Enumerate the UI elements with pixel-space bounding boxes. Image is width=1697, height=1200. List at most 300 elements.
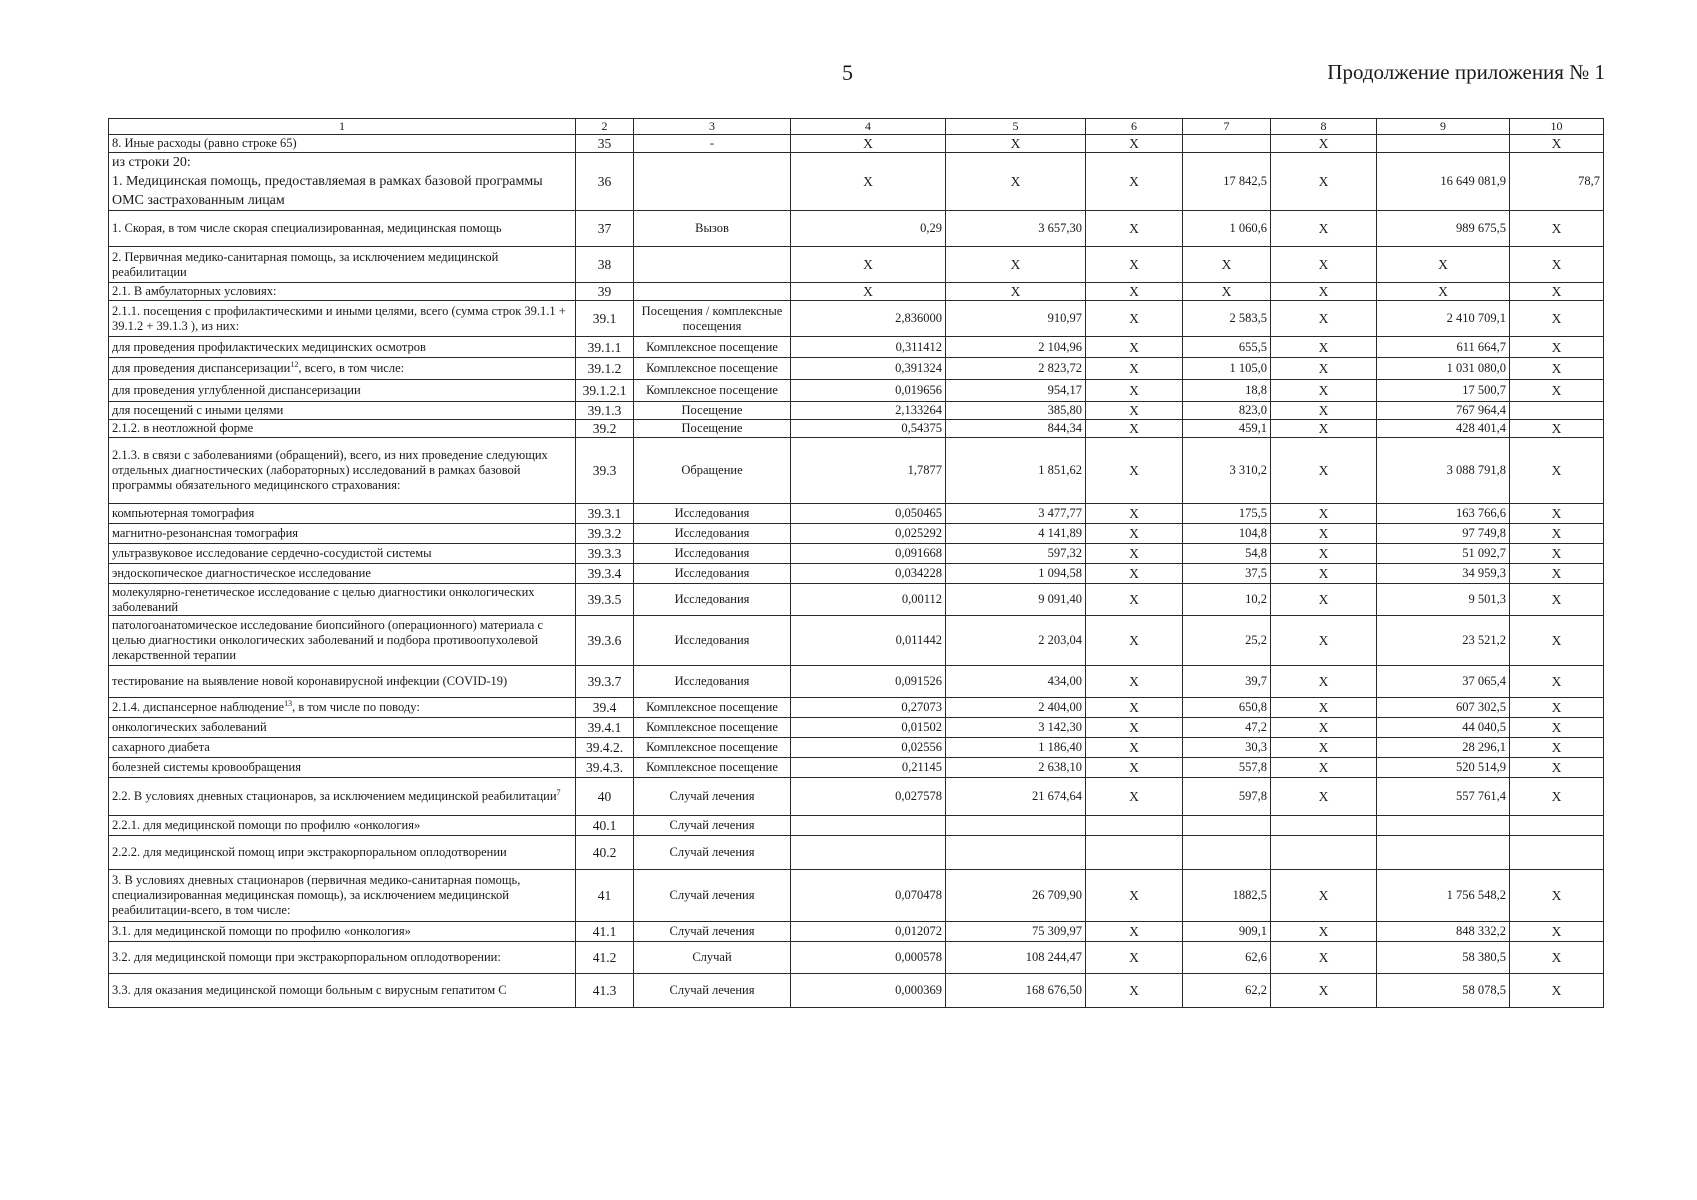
row-label: болезней системы кровообращения — [109, 758, 576, 778]
column-header: 4 — [791, 119, 946, 135]
value-col8: X — [1271, 524, 1377, 544]
row-code: 38 — [576, 247, 634, 283]
value-col10: X — [1510, 666, 1604, 698]
unit: Посещение — [634, 420, 791, 438]
row-label: 3.3. для оказания медицинской помощи больным с вирусным гепатитом С — [109, 974, 576, 1008]
unit: Посещение — [634, 402, 791, 420]
value-col10: 78,7 — [1510, 153, 1604, 211]
unit: Случай лечения — [634, 816, 791, 836]
value-col9: 989 675,5 — [1377, 211, 1510, 247]
value-col7 — [1183, 836, 1271, 870]
table-row — [109, 922, 1604, 942]
value-col7: 39,7 — [1183, 666, 1271, 698]
value-col10: X — [1510, 758, 1604, 778]
row-label: для проведения углубленной диспансеризации — [109, 380, 576, 402]
value-col5: 21 674,64 — [946, 778, 1086, 816]
value-col4: 0,025292 — [791, 524, 946, 544]
value-col7: 104,8 — [1183, 524, 1271, 544]
value-col9: 848 332,2 — [1377, 922, 1510, 942]
table-row — [109, 438, 1604, 504]
value-col4: 0,019656 — [791, 380, 946, 402]
row-code: 39.1 — [576, 301, 634, 337]
value-col6: X — [1086, 616, 1183, 666]
value-col10: X — [1510, 301, 1604, 337]
value-col7: X — [1183, 247, 1271, 283]
table-row — [109, 778, 1604, 816]
value-col7: 62,2 — [1183, 974, 1271, 1008]
row-label: молекулярно-генетическое исследование с целью диагностики онкологических заболеваний — [109, 584, 576, 616]
value-col6 — [1086, 836, 1183, 870]
table-row — [109, 135, 1604, 153]
value-col10: X — [1510, 283, 1604, 301]
row-code: 39.1.2.1 — [576, 380, 634, 402]
table-row — [109, 524, 1604, 544]
row-label: 2.2.1. для медицинской помощи по профилю «онкология» — [109, 816, 576, 836]
value-col8: X — [1271, 544, 1377, 564]
value-col8: X — [1271, 870, 1377, 922]
value-col7: 3 310,2 — [1183, 438, 1271, 504]
row-label: патологоанатомическое исследование биопсийного (операционного) материала с целью диагностики онкологических заболеваний и подбора противоопухолевой лекарственной терапии — [109, 616, 576, 666]
row-label — [109, 778, 576, 816]
row-label: 3. В условиях дневных стационаров (первичная медико-санитарная помощь, специализированная медицинская помощь), за исключением медицинской реабилитации-всего, в том числе: — [109, 870, 576, 922]
row-label: 2.2.2. для медицинской помощ ипри экстракорпоральном оплодотворении — [109, 836, 576, 870]
unit: Комплексное посещение — [634, 718, 791, 738]
row-code: 39.4.2. — [576, 738, 634, 758]
row-label: ультразвуковое исследование сердечно-сосудистой системы — [109, 544, 576, 564]
table-row — [109, 283, 1604, 301]
row-label: компьютерная томография — [109, 504, 576, 524]
value-col10: X — [1510, 358, 1604, 380]
value-col10: X — [1510, 247, 1604, 283]
value-col6: X — [1086, 358, 1183, 380]
table-row — [109, 758, 1604, 778]
value-col6: X — [1086, 420, 1183, 438]
value-col5 — [946, 836, 1086, 870]
value-col5: 2 104,96 — [946, 337, 1086, 358]
value-col8: X — [1271, 616, 1377, 666]
value-col7: 17 842,5 — [1183, 153, 1271, 211]
value-col6: X — [1086, 738, 1183, 758]
row-label — [109, 358, 576, 380]
row-label: 3.2. для медицинской помощи при экстракорпоральном оплодотворении: — [109, 942, 576, 974]
row-code: 40 — [576, 778, 634, 816]
unit: Комплексное посещение — [634, 358, 791, 380]
value-col5: 1 851,62 — [946, 438, 1086, 504]
value-col9: 9 501,3 — [1377, 584, 1510, 616]
row-code: 39.3.2 — [576, 524, 634, 544]
value-col9: 428 401,4 — [1377, 420, 1510, 438]
value-col4: 0,391324 — [791, 358, 946, 380]
unit: Вызов — [634, 211, 791, 247]
row-label: из строки 20: 1. Медицинская помощь, предоставляемая в рамках базовой программы ОМС застрахованным лицам — [109, 153, 576, 211]
value-col9: 3 088 791,8 — [1377, 438, 1510, 504]
value-col5: 597,32 — [946, 544, 1086, 564]
value-col8: X — [1271, 778, 1377, 816]
value-col6: X — [1086, 698, 1183, 718]
unit: Обращение — [634, 438, 791, 504]
value-col4: 0,000578 — [791, 942, 946, 974]
footnote-ref: 13 — [284, 698, 293, 708]
unit: Исследования — [634, 504, 791, 524]
value-col6: X — [1086, 135, 1183, 153]
value-col7: X — [1183, 283, 1271, 301]
expenses-table — [108, 118, 1604, 1008]
value-col5: 2 404,00 — [946, 698, 1086, 718]
row-code: 39.1.1 — [576, 337, 634, 358]
value-col9: 23 521,2 — [1377, 616, 1510, 666]
value-col5: 910,97 — [946, 301, 1086, 337]
unit: Исследования — [634, 616, 791, 666]
value-col6: X — [1086, 247, 1183, 283]
row-code: 39.3.6 — [576, 616, 634, 666]
column-header: 10 — [1510, 119, 1604, 135]
value-col9: 611 664,7 — [1377, 337, 1510, 358]
value-col4: 0,027578 — [791, 778, 946, 816]
value-col8: X — [1271, 380, 1377, 402]
value-col10: X — [1510, 718, 1604, 738]
row-code: 41.3 — [576, 974, 634, 1008]
value-col10: X — [1510, 211, 1604, 247]
value-col10: X — [1510, 584, 1604, 616]
table-row — [109, 942, 1604, 974]
value-col8 — [1271, 816, 1377, 836]
row-label-tail: , в том числе по поводу: — [292, 700, 420, 714]
row-code: 37 — [576, 211, 634, 247]
value-col4: 0,012072 — [791, 922, 946, 942]
column-header: 9 — [1377, 119, 1510, 135]
row-code: 39.3.5 — [576, 584, 634, 616]
value-col10: X — [1510, 942, 1604, 974]
value-col9: 58 078,5 — [1377, 974, 1510, 1008]
row-label: 2.1. В амбулаторных условиях: — [109, 283, 576, 301]
value-col7: 1 060,6 — [1183, 211, 1271, 247]
value-col4: X — [791, 283, 946, 301]
value-col7: 62,6 — [1183, 942, 1271, 974]
value-col10 — [1510, 836, 1604, 870]
value-col8: X — [1271, 358, 1377, 380]
row-code: 39.3 — [576, 438, 634, 504]
value-col4: 0,070478 — [791, 870, 946, 922]
table-row — [109, 718, 1604, 738]
row-code: 39.3.1 — [576, 504, 634, 524]
value-col9 — [1377, 836, 1510, 870]
value-col9: 557 761,4 — [1377, 778, 1510, 816]
value-col6: X — [1086, 211, 1183, 247]
value-col9: 163 766,6 — [1377, 504, 1510, 524]
row-label: магнитно-резонансная томография — [109, 524, 576, 544]
page-number: 5 — [842, 60, 853, 85]
value-col9: 58 380,5 — [1377, 942, 1510, 974]
value-col6: X — [1086, 402, 1183, 420]
value-col6: X — [1086, 778, 1183, 816]
value-col4: 0,29 — [791, 211, 946, 247]
value-col7: 18,8 — [1183, 380, 1271, 402]
value-col6: X — [1086, 438, 1183, 504]
value-col5: X — [946, 153, 1086, 211]
table-row — [109, 584, 1604, 616]
row-code: 39.1.2 — [576, 358, 634, 380]
value-col5: 4 141,89 — [946, 524, 1086, 544]
row-code: 39.3.7 — [576, 666, 634, 698]
value-col6 — [1086, 816, 1183, 836]
value-col7: 459,1 — [1183, 420, 1271, 438]
value-col5: 2 823,72 — [946, 358, 1086, 380]
value-col10: X — [1510, 778, 1604, 816]
table-row — [109, 402, 1604, 420]
footnote-ref: 7 — [556, 787, 561, 797]
value-col5: 385,80 — [946, 402, 1086, 420]
row-label-text: для проведения диспансеризации — [112, 361, 291, 375]
value-col5: 1 094,58 — [946, 564, 1086, 584]
value-col6: X — [1086, 942, 1183, 974]
value-col4: 0,27073 — [791, 698, 946, 718]
column-header: 3 — [634, 119, 791, 135]
column-header: 7 — [1183, 119, 1271, 135]
unit: Исследования — [634, 564, 791, 584]
row-code: 40.1 — [576, 816, 634, 836]
value-col4: 0,050465 — [791, 504, 946, 524]
unit: Комплексное посещение — [634, 337, 791, 358]
value-col4: 0,21145 — [791, 758, 946, 778]
value-col9: 767 964,4 — [1377, 402, 1510, 420]
table-row — [109, 616, 1604, 666]
table-row — [109, 816, 1604, 836]
unit: Случай лечения — [634, 974, 791, 1008]
table-row — [109, 337, 1604, 358]
value-col7: 25,2 — [1183, 616, 1271, 666]
value-col5: 2 203,04 — [946, 616, 1086, 666]
value-col9: 607 302,5 — [1377, 698, 1510, 718]
value-col7 — [1183, 135, 1271, 153]
value-col8: X — [1271, 438, 1377, 504]
row-code: 40.2 — [576, 836, 634, 870]
row-code: 39.2 — [576, 420, 634, 438]
row-label-tail: , всего, в том числе: — [298, 361, 405, 375]
row-code: 41.1 — [576, 922, 634, 942]
value-col7: 175,5 — [1183, 504, 1271, 524]
appendix-continuation-note: Продолжение приложения № 1 — [1327, 60, 1605, 84]
table-row — [109, 301, 1604, 337]
row-code: 41 — [576, 870, 634, 922]
value-col9: 44 040,5 — [1377, 718, 1510, 738]
value-col6: X — [1086, 544, 1183, 564]
value-col10: X — [1510, 738, 1604, 758]
table-row — [109, 836, 1604, 870]
table-row — [109, 247, 1604, 283]
value-col10: X — [1510, 524, 1604, 544]
value-col8: X — [1271, 564, 1377, 584]
value-col7: 597,8 — [1183, 778, 1271, 816]
value-col7: 823,0 — [1183, 402, 1271, 420]
row-label-text: 2.1.4. диспансерное наблюдение — [112, 700, 285, 714]
value-col5: 3 477,77 — [946, 504, 1086, 524]
value-col8: X — [1271, 504, 1377, 524]
row-code: 39.3.3 — [576, 544, 634, 564]
value-col9: 51 092,7 — [1377, 544, 1510, 564]
value-col8: X — [1271, 922, 1377, 942]
row-code: 39.3.4 — [576, 564, 634, 584]
value-col7: 650,8 — [1183, 698, 1271, 718]
table-row — [109, 666, 1604, 698]
value-col8: X — [1271, 584, 1377, 616]
row-label: 3.1. для медицинской помощи по профилю «онкология» — [109, 922, 576, 942]
value-col8: X — [1271, 758, 1377, 778]
value-col10: X — [1510, 616, 1604, 666]
value-col8 — [1271, 836, 1377, 870]
value-col5: 1 186,40 — [946, 738, 1086, 758]
column-header: 5 — [946, 119, 1086, 135]
row-code: 39.4 — [576, 698, 634, 718]
value-col7: 655,5 — [1183, 337, 1271, 358]
value-col8: X — [1271, 718, 1377, 738]
row-label: 8. Иные расходы (равно строке 65) — [109, 135, 576, 153]
value-col8: X — [1271, 698, 1377, 718]
column-header: 1 — [109, 119, 576, 135]
value-col8: X — [1271, 337, 1377, 358]
value-col8: X — [1271, 974, 1377, 1008]
row-label: 2. Первичная медико-санитарная помощь, за исключением медицинской реабилитации — [109, 247, 576, 283]
value-col8: X — [1271, 283, 1377, 301]
row-label: тестирование на выявление новой коронавирусной инфекции (COVID-19) — [109, 666, 576, 698]
value-col7 — [1183, 816, 1271, 836]
unit: Исследования — [634, 584, 791, 616]
value-col10: X — [1510, 420, 1604, 438]
row-label: 2.1.2. в неотложной форме — [109, 420, 576, 438]
value-col6: X — [1086, 584, 1183, 616]
row-code: 39.4.1 — [576, 718, 634, 738]
value-col6: X — [1086, 564, 1183, 584]
row-label: 2.1.3. в связи с заболеваниями (обращений), всего, из них проведение следующих отдельных диагностических (лабораторных) исследований в рамках базовой программы обязательного медицинского страхования: — [109, 438, 576, 504]
value-col5: 75 309,97 — [946, 922, 1086, 942]
value-col10: X — [1510, 438, 1604, 504]
table-header-row — [109, 119, 1604, 135]
row-label-text: 2.2. В условиях дневных стационаров, за исключением медицинской реабилитации — [112, 789, 557, 803]
column-header: 8 — [1271, 119, 1377, 135]
value-col4: 0,311412 — [791, 337, 946, 358]
value-col9: X — [1377, 283, 1510, 301]
value-col9: 34 959,3 — [1377, 564, 1510, 584]
row-code: 35 — [576, 135, 634, 153]
row-code: 41.2 — [576, 942, 634, 974]
row-label: эндоскопическое диагностическое исследование — [109, 564, 576, 584]
value-col10: X — [1510, 380, 1604, 402]
value-col4: 0,011442 — [791, 616, 946, 666]
unit: Случай лечения — [634, 922, 791, 942]
value-col10: X — [1510, 564, 1604, 584]
value-col4: 2,836000 — [791, 301, 946, 337]
value-col8: X — [1271, 135, 1377, 153]
value-col9: 16 649 081,9 — [1377, 153, 1510, 211]
value-col7: 30,3 — [1183, 738, 1271, 758]
value-col8: X — [1271, 942, 1377, 974]
value-col9: 17 500,7 — [1377, 380, 1510, 402]
value-col7: 909,1 — [1183, 922, 1271, 942]
table-row — [109, 153, 1604, 211]
value-col8: X — [1271, 247, 1377, 283]
table-row — [109, 420, 1604, 438]
value-col5: X — [946, 283, 1086, 301]
value-col6: X — [1086, 758, 1183, 778]
value-col4: 1,7877 — [791, 438, 946, 504]
value-col8: X — [1271, 301, 1377, 337]
value-col5: X — [946, 247, 1086, 283]
table-row — [109, 738, 1604, 758]
value-col4: 0,02556 — [791, 738, 946, 758]
table-row — [109, 504, 1604, 524]
value-col4: 0,01502 — [791, 718, 946, 738]
value-col6: X — [1086, 301, 1183, 337]
value-col4: 0,54375 — [791, 420, 946, 438]
value-col5: 3 142,30 — [946, 718, 1086, 738]
value-col8: X — [1271, 420, 1377, 438]
value-col10: X — [1510, 974, 1604, 1008]
value-col10 — [1510, 402, 1604, 420]
unit: Случай — [634, 942, 791, 974]
value-col6: X — [1086, 922, 1183, 942]
value-col7: 10,2 — [1183, 584, 1271, 616]
value-col10: X — [1510, 922, 1604, 942]
value-col10: X — [1510, 337, 1604, 358]
value-col9: 28 296,1 — [1377, 738, 1510, 758]
table-row — [109, 974, 1604, 1008]
value-col6: X — [1086, 153, 1183, 211]
value-col6: X — [1086, 718, 1183, 738]
unit: Случай лечения — [634, 778, 791, 816]
value-col8: X — [1271, 666, 1377, 698]
unit — [634, 153, 791, 211]
value-col6: X — [1086, 524, 1183, 544]
column-header: 2 — [576, 119, 634, 135]
value-col6: X — [1086, 283, 1183, 301]
footnote-ref: 12 — [290, 359, 299, 369]
row-code: 39 — [576, 283, 634, 301]
value-col4: 0,091668 — [791, 544, 946, 564]
row-label: 2.1.1. посещения с профилактическими и иными целями, всего (сумма строк 39.1.1 + 39.1.2 + 39.1.3 ), из них: — [109, 301, 576, 337]
unit: Комплексное посещение — [634, 380, 791, 402]
value-col9: 2 410 709,1 — [1377, 301, 1510, 337]
value-col6: X — [1086, 380, 1183, 402]
table-row — [109, 870, 1604, 922]
table-row — [109, 544, 1604, 564]
value-col5 — [946, 816, 1086, 836]
value-col9: 520 514,9 — [1377, 758, 1510, 778]
value-col6: X — [1086, 974, 1183, 1008]
value-col5: 3 657,30 — [946, 211, 1086, 247]
value-col7: 557,8 — [1183, 758, 1271, 778]
value-col10: X — [1510, 870, 1604, 922]
row-label: для посещений с иными целями — [109, 402, 576, 420]
value-col7: 1 105,0 — [1183, 358, 1271, 380]
unit: Комплексное посещение — [634, 698, 791, 718]
value-col7: 37,5 — [1183, 564, 1271, 584]
value-col8: X — [1271, 211, 1377, 247]
unit: Исследования — [634, 524, 791, 544]
unit: Исследования — [634, 666, 791, 698]
value-col5: 9 091,40 — [946, 584, 1086, 616]
value-col10: X — [1510, 698, 1604, 718]
value-col9: 37 065,4 — [1377, 666, 1510, 698]
column-header: 6 — [1086, 119, 1183, 135]
value-col9: 97 749,8 — [1377, 524, 1510, 544]
value-col4 — [791, 836, 946, 870]
value-col4: 0,00112 — [791, 584, 946, 616]
row-code: 36 — [576, 153, 634, 211]
unit: Комплексное посещение — [634, 758, 791, 778]
value-col10: X — [1510, 135, 1604, 153]
row-label: сахарного диабета — [109, 738, 576, 758]
value-col4: 0,000369 — [791, 974, 946, 1008]
value-col4: X — [791, 153, 946, 211]
